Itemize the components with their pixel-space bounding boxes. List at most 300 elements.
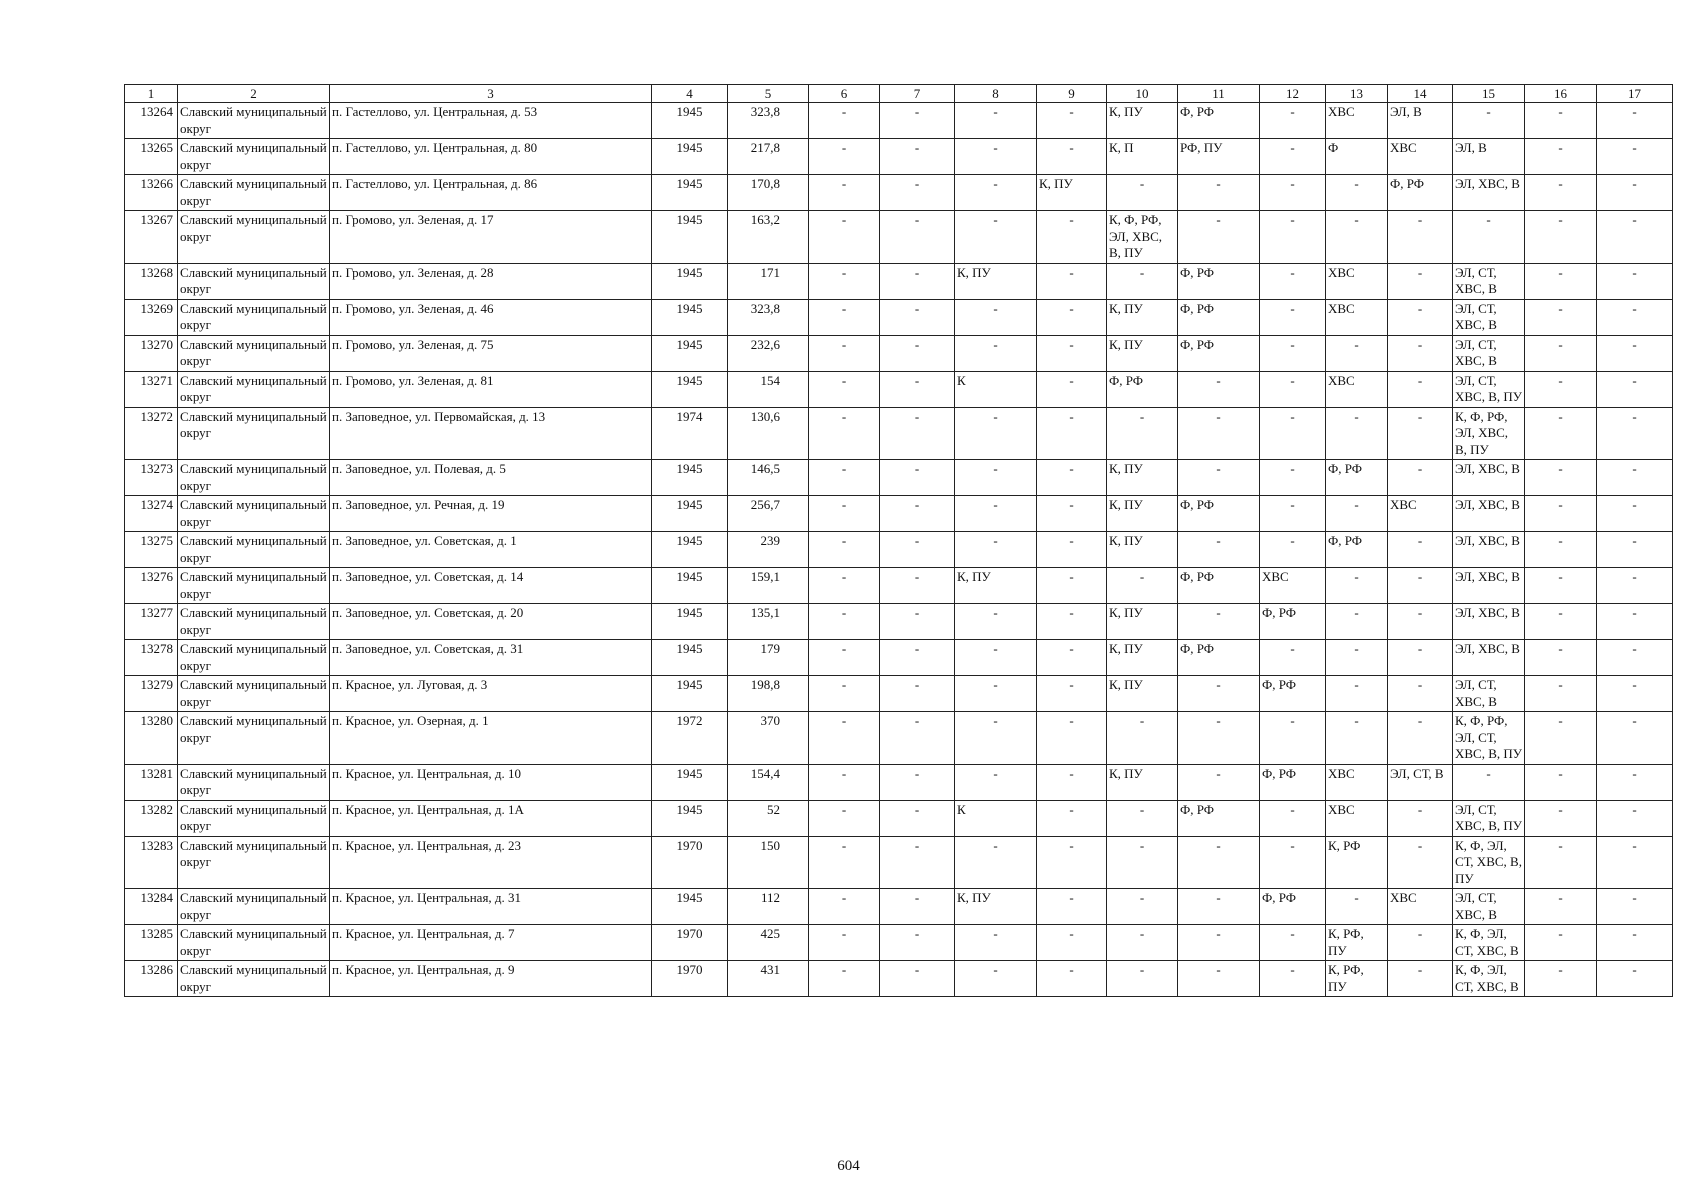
col-17-cell: - <box>1597 800 1673 836</box>
col-14-cell: - <box>1388 800 1453 836</box>
col-16-cell: - <box>1525 496 1597 532</box>
col-13-cell: - <box>1326 604 1388 640</box>
col-11-cell: Ф, РФ <box>1178 103 1260 139</box>
col-16-cell: - <box>1525 961 1597 997</box>
record-number-cell: 13279 <box>125 676 178 712</box>
col-10-cell: К, ПУ <box>1107 532 1178 568</box>
col-11-cell: - <box>1178 460 1260 496</box>
column-header-3: 3 <box>330 85 652 103</box>
municipality-cell: Славский муниципальный округ <box>178 263 330 299</box>
col-10-cell: К, ПУ <box>1107 676 1178 712</box>
col-13-cell: - <box>1326 676 1388 712</box>
address-cell: п. Гастеллово, ул. Центральная, д. 86 <box>330 175 652 211</box>
col-8-cell: К <box>955 371 1037 407</box>
table-row <box>125 407 1673 460</box>
col-7-cell: - <box>880 640 955 676</box>
col-10-cell: - <box>1107 175 1178 211</box>
col-12-cell: - <box>1260 961 1326 997</box>
col-11-cell: - <box>1178 889 1260 925</box>
record-number-cell: 13268 <box>125 263 178 299</box>
col-6-cell: - <box>809 371 880 407</box>
area-cell: 171 <box>728 263 809 299</box>
col-16-cell: - <box>1525 335 1597 371</box>
col-9-cell: - <box>1037 532 1107 568</box>
col-17-cell: - <box>1597 640 1673 676</box>
col-6-cell: - <box>809 640 880 676</box>
col-7-cell: - <box>880 532 955 568</box>
record-number-cell: 13276 <box>125 568 178 604</box>
col-16-cell: - <box>1525 676 1597 712</box>
col-14-cell: - <box>1388 676 1453 712</box>
municipality-cell: Славский муниципальный округ <box>178 496 330 532</box>
col-10-cell: Ф, РФ <box>1107 371 1178 407</box>
table-row <box>125 299 1673 335</box>
col-11-cell: - <box>1178 532 1260 568</box>
col-7-cell: - <box>880 604 955 640</box>
col-17-cell: - <box>1597 211 1673 264</box>
table-row <box>125 764 1673 800</box>
col-12-cell: - <box>1260 496 1326 532</box>
col-16-cell: - <box>1525 925 1597 961</box>
col-14-cell: ХВС <box>1388 496 1453 532</box>
col-16-cell: - <box>1525 460 1597 496</box>
col-15-cell: ЭЛ, ХВС, В <box>1453 175 1525 211</box>
col-10-cell: - <box>1107 568 1178 604</box>
col-15-cell: ЭЛ, СТ, ХВС, В <box>1453 335 1525 371</box>
year-built-cell: 1970 <box>652 836 728 889</box>
col-9-cell: - <box>1037 496 1107 532</box>
area-cell: 112 <box>728 889 809 925</box>
col-12-cell: ХВС <box>1260 568 1326 604</box>
area-cell: 198,8 <box>728 676 809 712</box>
area-cell: 256,7 <box>728 496 809 532</box>
col-12-cell: - <box>1260 211 1326 264</box>
col-15-cell: ЭЛ, СТ, ХВС, В, ПУ <box>1453 800 1525 836</box>
col-12-cell: - <box>1260 925 1326 961</box>
col-9-cell: - <box>1037 460 1107 496</box>
col-12-cell: - <box>1260 640 1326 676</box>
col-8-cell: К <box>955 800 1037 836</box>
col-16-cell: - <box>1525 263 1597 299</box>
col-10-cell: К, П <box>1107 139 1178 175</box>
col-9-cell: - <box>1037 299 1107 335</box>
year-built-cell: 1945 <box>652 800 728 836</box>
col-8-cell: - <box>955 532 1037 568</box>
col-15-cell: ЭЛ, СТ, ХВС, В <box>1453 299 1525 335</box>
col-8-cell: К, ПУ <box>955 889 1037 925</box>
municipality-cell: Славский муниципальный округ <box>178 103 330 139</box>
col-7-cell: - <box>880 800 955 836</box>
col-17-cell: - <box>1597 836 1673 889</box>
area-cell: 163,2 <box>728 211 809 264</box>
record-number-cell: 13278 <box>125 640 178 676</box>
year-built-cell: 1945 <box>652 568 728 604</box>
col-11-cell: РФ, ПУ <box>1178 139 1260 175</box>
col-9-cell: - <box>1037 371 1107 407</box>
col-13-cell: - <box>1326 712 1388 765</box>
col-7-cell: - <box>880 371 955 407</box>
area-cell: 154 <box>728 371 809 407</box>
table-row <box>125 800 1673 836</box>
table-row <box>125 175 1673 211</box>
col-11-cell: - <box>1178 676 1260 712</box>
col-8-cell: К, ПУ <box>955 568 1037 604</box>
col-7-cell: - <box>880 764 955 800</box>
municipality-cell: Славский муниципальный округ <box>178 712 330 765</box>
col-8-cell: - <box>955 299 1037 335</box>
table-row <box>125 496 1673 532</box>
col-15-cell: К, Ф, ЭЛ, СТ, ХВС, В <box>1453 961 1525 997</box>
col-15-cell: К, Ф, ЭЛ, СТ, ХВС, В, ПУ <box>1453 836 1525 889</box>
col-6-cell: - <box>809 836 880 889</box>
col-16-cell: - <box>1525 568 1597 604</box>
col-14-cell: - <box>1388 371 1453 407</box>
address-cell: п. Красное, ул. Центральная, д. 10 <box>330 764 652 800</box>
area-cell: 370 <box>728 712 809 765</box>
col-12-cell: - <box>1260 460 1326 496</box>
column-header-13: 13 <box>1326 85 1388 103</box>
municipality-cell: Славский муниципальный округ <box>178 407 330 460</box>
col-14-cell: ХВС <box>1388 139 1453 175</box>
col-6-cell: - <box>809 175 880 211</box>
municipality-cell: Славский муниципальный округ <box>178 460 330 496</box>
col-15-cell: ЭЛ, СТ, ХВС, В, ПУ <box>1453 371 1525 407</box>
col-13-cell: ХВС <box>1326 800 1388 836</box>
address-cell: п. Заповедное, ул. Полевая, д. 5 <box>330 460 652 496</box>
col-13-cell: - <box>1326 407 1388 460</box>
col-13-cell: ХВС <box>1326 263 1388 299</box>
area-cell: 135,1 <box>728 604 809 640</box>
col-14-cell: - <box>1388 961 1453 997</box>
col-15-cell: ЭЛ, В <box>1453 139 1525 175</box>
col-7-cell: - <box>880 460 955 496</box>
address-cell: п. Красное, ул. Центральная, д. 1А <box>330 800 652 836</box>
col-14-cell: ЭЛ, В <box>1388 103 1453 139</box>
area-cell: 323,8 <box>728 299 809 335</box>
table-header <box>125 85 1673 103</box>
col-17-cell: - <box>1597 335 1673 371</box>
col-8-cell: - <box>955 211 1037 264</box>
col-10-cell: К, ПУ <box>1107 335 1178 371</box>
col-8-cell: - <box>955 496 1037 532</box>
col-16-cell: - <box>1525 836 1597 889</box>
col-7-cell: - <box>880 836 955 889</box>
col-9-cell: К, ПУ <box>1037 175 1107 211</box>
col-6-cell: - <box>809 925 880 961</box>
year-built-cell: 1945 <box>652 496 728 532</box>
record-number-cell: 13270 <box>125 335 178 371</box>
table-row <box>125 604 1673 640</box>
col-12-cell: Ф, РФ <box>1260 764 1326 800</box>
col-15-cell: - <box>1453 103 1525 139</box>
col-9-cell: - <box>1037 211 1107 264</box>
col-14-cell: - <box>1388 640 1453 676</box>
col-17-cell: - <box>1597 961 1673 997</box>
col-13-cell: ХВС <box>1326 764 1388 800</box>
year-built-cell: 1945 <box>652 889 728 925</box>
col-10-cell: - <box>1107 800 1178 836</box>
col-12-cell: - <box>1260 139 1326 175</box>
year-built-cell: 1945 <box>652 371 728 407</box>
municipality-cell: Славский муниципальный округ <box>178 532 330 568</box>
col-16-cell: - <box>1525 604 1597 640</box>
col-12-cell: - <box>1260 335 1326 371</box>
col-7-cell: - <box>880 103 955 139</box>
col-16-cell: - <box>1525 640 1597 676</box>
col-9-cell: - <box>1037 335 1107 371</box>
address-cell: п. Красное, ул. Центральная, д. 7 <box>330 925 652 961</box>
col-7-cell: - <box>880 568 955 604</box>
table-row <box>125 103 1673 139</box>
col-15-cell: ЭЛ, ХВС, В <box>1453 460 1525 496</box>
table-body <box>125 103 1673 997</box>
col-9-cell: - <box>1037 676 1107 712</box>
col-10-cell: К, Ф, РФ, ЭЛ, ХВС, В, ПУ <box>1107 211 1178 264</box>
col-8-cell: - <box>955 712 1037 765</box>
record-number-cell: 13281 <box>125 764 178 800</box>
col-15-cell: - <box>1453 211 1525 264</box>
col-8-cell: - <box>955 335 1037 371</box>
col-13-cell: К, РФ, ПУ <box>1326 961 1388 997</box>
col-6-cell: - <box>809 712 880 765</box>
col-6-cell: - <box>809 407 880 460</box>
municipality-cell: Славский муниципальный округ <box>178 139 330 175</box>
col-6-cell: - <box>809 103 880 139</box>
col-15-cell: ЭЛ, ХВС, В <box>1453 532 1525 568</box>
col-7-cell: - <box>880 676 955 712</box>
col-12-cell: - <box>1260 263 1326 299</box>
col-6-cell: - <box>809 263 880 299</box>
municipality-cell: Славский муниципальный округ <box>178 925 330 961</box>
year-built-cell: 1974 <box>652 407 728 460</box>
address-cell: п. Красное, ул. Центральная, д. 31 <box>330 889 652 925</box>
col-7-cell: - <box>880 335 955 371</box>
col-16-cell: - <box>1525 139 1597 175</box>
col-12-cell: Ф, РФ <box>1260 889 1326 925</box>
page-number: 604 <box>837 1158 860 1174</box>
municipality-cell: Славский муниципальный округ <box>178 836 330 889</box>
col-7-cell: - <box>880 407 955 460</box>
col-17-cell: - <box>1597 889 1673 925</box>
year-built-cell: 1945 <box>652 604 728 640</box>
table-row <box>125 460 1673 496</box>
col-17-cell: - <box>1597 299 1673 335</box>
col-11-cell: - <box>1178 407 1260 460</box>
column-header-16: 16 <box>1525 85 1597 103</box>
col-11-cell: - <box>1178 764 1260 800</box>
table-row <box>125 676 1673 712</box>
table-row <box>125 961 1673 997</box>
col-6-cell: - <box>809 299 880 335</box>
col-17-cell: - <box>1597 139 1673 175</box>
table-row <box>125 211 1673 264</box>
col-15-cell: К, Ф, РФ, ЭЛ, ХВС, В, ПУ <box>1453 407 1525 460</box>
col-10-cell: К, ПУ <box>1107 299 1178 335</box>
col-9-cell: - <box>1037 103 1107 139</box>
col-11-cell: - <box>1178 925 1260 961</box>
address-cell: п. Гастеллово, ул. Центральная, д. 80 <box>330 139 652 175</box>
col-8-cell: - <box>955 640 1037 676</box>
col-12-cell: Ф, РФ <box>1260 676 1326 712</box>
col-7-cell: - <box>880 139 955 175</box>
col-16-cell: - <box>1525 532 1597 568</box>
col-6-cell: - <box>809 764 880 800</box>
col-14-cell: - <box>1388 335 1453 371</box>
col-10-cell: К, ПУ <box>1107 103 1178 139</box>
record-number-cell: 13266 <box>125 175 178 211</box>
col-15-cell: ЭЛ, ХВС, В <box>1453 568 1525 604</box>
col-17-cell: - <box>1597 532 1673 568</box>
col-14-cell: Ф, РФ <box>1388 175 1453 211</box>
col-17-cell: - <box>1597 496 1673 532</box>
col-17-cell: - <box>1597 175 1673 211</box>
col-9-cell: - <box>1037 139 1107 175</box>
col-16-cell: - <box>1525 175 1597 211</box>
col-10-cell: - <box>1107 836 1178 889</box>
area-cell: 170,8 <box>728 175 809 211</box>
municipality-cell: Славский муниципальный округ <box>178 800 330 836</box>
year-built-cell: 1970 <box>652 961 728 997</box>
col-16-cell: - <box>1525 299 1597 335</box>
municipality-cell: Славский муниципальный округ <box>178 299 330 335</box>
table-row <box>125 335 1673 371</box>
municipality-cell: Славский муниципальный округ <box>178 889 330 925</box>
col-10-cell: К, ПУ <box>1107 604 1178 640</box>
col-8-cell: К, ПУ <box>955 263 1037 299</box>
housing-register-table-container <box>124 84 1673 997</box>
col-14-cell: - <box>1388 211 1453 264</box>
col-7-cell: - <box>880 263 955 299</box>
address-cell: п. Красное, ул. Луговая, д. 3 <box>330 676 652 712</box>
area-cell: 150 <box>728 836 809 889</box>
col-14-cell: - <box>1388 712 1453 765</box>
col-8-cell: - <box>955 604 1037 640</box>
col-11-cell: Ф, РФ <box>1178 263 1260 299</box>
record-number-cell: 13264 <box>125 103 178 139</box>
year-built-cell: 1945 <box>652 299 728 335</box>
col-17-cell: - <box>1597 604 1673 640</box>
col-8-cell: - <box>955 103 1037 139</box>
col-11-cell: - <box>1178 961 1260 997</box>
col-7-cell: - <box>880 925 955 961</box>
col-16-cell: - <box>1525 800 1597 836</box>
col-15-cell: - <box>1453 764 1525 800</box>
record-number-cell: 13277 <box>125 604 178 640</box>
record-number-cell: 13269 <box>125 299 178 335</box>
col-16-cell: - <box>1525 889 1597 925</box>
col-15-cell: ЭЛ, СТ, ХВС, В <box>1453 676 1525 712</box>
col-13-cell: Ф, РФ <box>1326 460 1388 496</box>
year-built-cell: 1945 <box>652 764 728 800</box>
col-8-cell: - <box>955 139 1037 175</box>
col-17-cell: - <box>1597 263 1673 299</box>
col-16-cell: - <box>1525 211 1597 264</box>
record-number-cell: 13282 <box>125 800 178 836</box>
municipality-cell: Славский муниципальный округ <box>178 676 330 712</box>
year-built-cell: 1945 <box>652 263 728 299</box>
col-8-cell: - <box>955 764 1037 800</box>
area-cell: 52 <box>728 800 809 836</box>
col-13-cell: К, РФ, ПУ <box>1326 925 1388 961</box>
col-10-cell: - <box>1107 889 1178 925</box>
col-8-cell: - <box>955 961 1037 997</box>
table-row <box>125 836 1673 889</box>
col-13-cell: - <box>1326 211 1388 264</box>
col-13-cell: - <box>1326 175 1388 211</box>
year-built-cell: 1945 <box>652 676 728 712</box>
municipality-cell: Славский муниципальный округ <box>178 764 330 800</box>
year-built-cell: 1945 <box>652 532 728 568</box>
col-13-cell: - <box>1326 496 1388 532</box>
year-built-cell: 1945 <box>652 640 728 676</box>
col-17-cell: - <box>1597 925 1673 961</box>
record-number-cell: 13284 <box>125 889 178 925</box>
col-16-cell: - <box>1525 103 1597 139</box>
col-10-cell: К, ПУ <box>1107 496 1178 532</box>
col-6-cell: - <box>809 211 880 264</box>
record-number-cell: 13280 <box>125 712 178 765</box>
area-cell: 323,8 <box>728 103 809 139</box>
col-6-cell: - <box>809 568 880 604</box>
col-10-cell: - <box>1107 961 1178 997</box>
col-17-cell: - <box>1597 407 1673 460</box>
col-8-cell: - <box>955 836 1037 889</box>
municipality-cell: Славский муниципальный округ <box>178 371 330 407</box>
col-10-cell: К, ПУ <box>1107 764 1178 800</box>
municipality-cell: Славский муниципальный округ <box>178 961 330 997</box>
table-row <box>125 568 1673 604</box>
address-cell: п. Громово, ул. Зеленая, д. 17 <box>330 211 652 264</box>
table-row <box>125 532 1673 568</box>
col-13-cell: ХВС <box>1326 103 1388 139</box>
year-built-cell: 1970 <box>652 925 728 961</box>
col-11-cell: - <box>1178 712 1260 765</box>
col-14-cell: - <box>1388 836 1453 889</box>
col-12-cell: - <box>1260 532 1326 568</box>
municipality-cell: Славский муниципальный округ <box>178 211 330 264</box>
municipality-cell: Славский муниципальный округ <box>178 640 330 676</box>
address-cell: п. Красное, ул. Центральная, д. 9 <box>330 961 652 997</box>
record-number-cell: 13283 <box>125 836 178 889</box>
col-7-cell: - <box>880 496 955 532</box>
col-17-cell: - <box>1597 371 1673 407</box>
address-cell: п. Красное, ул. Центральная, д. 23 <box>330 836 652 889</box>
column-header-1: 1 <box>125 85 178 103</box>
col-6-cell: - <box>809 800 880 836</box>
address-cell: п. Заповедное, ул. Первомайская, д. 13 <box>330 407 652 460</box>
col-14-cell: - <box>1388 604 1453 640</box>
col-10-cell: - <box>1107 263 1178 299</box>
address-cell: п. Громово, ул. Зеленая, д. 81 <box>330 371 652 407</box>
col-15-cell: К, Ф, ЭЛ, СТ, ХВС, В <box>1453 925 1525 961</box>
col-7-cell: - <box>880 889 955 925</box>
table-row <box>125 640 1673 676</box>
col-6-cell: - <box>809 139 880 175</box>
col-12-cell: - <box>1260 103 1326 139</box>
column-header-4: 4 <box>652 85 728 103</box>
col-15-cell: ЭЛ, ХВС, В <box>1453 604 1525 640</box>
address-cell: п. Громово, ул. Зеленая, д. 46 <box>330 299 652 335</box>
year-built-cell: 1945 <box>652 211 728 264</box>
col-14-cell: - <box>1388 263 1453 299</box>
col-11-cell: Ф, РФ <box>1178 640 1260 676</box>
col-12-cell: - <box>1260 371 1326 407</box>
col-7-cell: - <box>880 712 955 765</box>
col-17-cell: - <box>1597 764 1673 800</box>
column-header-10: 10 <box>1107 85 1178 103</box>
col-11-cell: Ф, РФ <box>1178 299 1260 335</box>
housing-register-table <box>124 84 1673 997</box>
